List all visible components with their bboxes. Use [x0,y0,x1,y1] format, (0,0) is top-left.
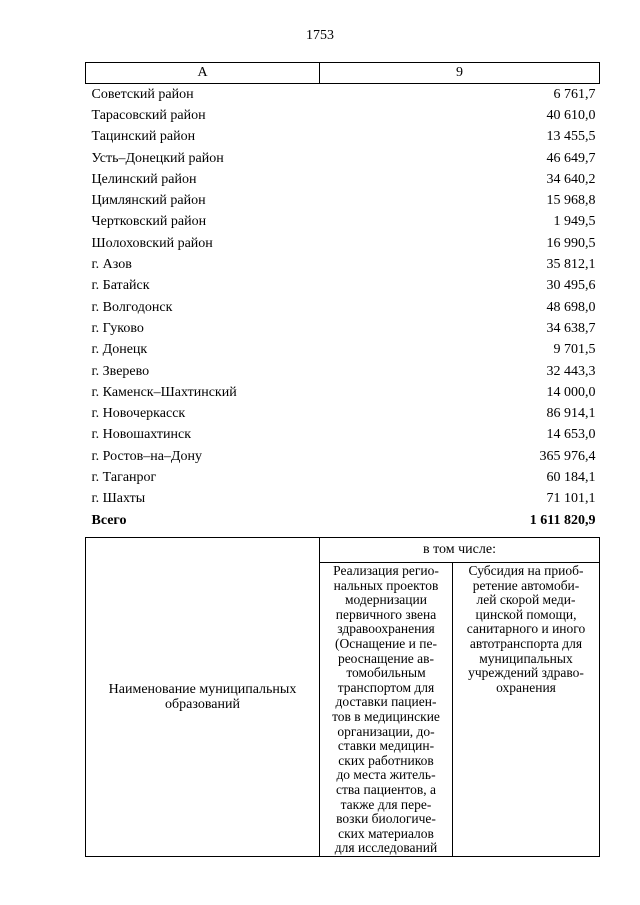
table-row [86,105,600,126]
header-line: учреждений здраво- [468,665,584,681]
table-row [86,297,600,318]
header-line: муниципальных [479,650,573,666]
header-line: томобильным [346,665,426,681]
amount-value: 34 638,7 [546,320,596,336]
header-line: первичного звена [335,606,437,622]
amount-value: 13 455,5 [546,129,596,145]
municipality-name: г. Каменск–Шахтинский [91,384,237,400]
table-row [86,446,600,467]
amount-value: 60 184,1 [546,469,596,485]
header-line: транспортом для [337,679,435,695]
table-row [86,467,600,488]
municipality-name: г. Таганрог [91,469,157,485]
municipality-name: г. Зверево [91,363,150,379]
table-row [86,233,600,254]
table-row [86,361,600,382]
municipality-name: Шолоховский район [91,235,213,251]
header-line: ских материалов [338,825,434,841]
header-line: доставки пациен- [335,694,437,710]
table-row [86,318,600,339]
table-row [86,212,600,233]
municipality-name: г. Азов [91,257,132,273]
table-row [86,148,600,169]
amount-value: 16 990,5 [546,235,596,251]
municipality-name: г. Гуково [91,320,144,336]
table-row [86,127,600,148]
header-line: модернизации [345,592,427,608]
header-line: для исследований [334,840,438,856]
header-line: ставки медицин- [337,738,435,754]
municipality-name: Тацинский район [91,129,196,145]
municipality-name: Тарасовский район [91,107,206,123]
amount-value: 30 495,6 [546,278,596,294]
table-row [86,190,600,211]
header-line: Реализация регио- [333,563,439,578]
amount-value: 14 000,0 [546,384,596,400]
header-line: образований [165,696,240,712]
header-line: возки биологиче- [336,811,436,827]
amount-value: 34 640,2 [546,171,596,187]
municipal-name-header [86,538,320,857]
municipality-name: Цимлянский район [91,193,206,209]
total-label: Всего [91,512,127,528]
amount-value: 15 968,8 [546,193,596,209]
municipality-name: Усть–Донецкий район [91,150,224,166]
header-line: до места житель- [336,767,436,783]
header-line: тов в медицинские [332,708,440,724]
amount-value: 14 653,0 [546,427,596,443]
header-line: реоснащение ав- [337,650,435,666]
amount-value: 32 443,3 [546,363,596,379]
header-line: Субсидия на приоб- [468,563,584,578]
municipality-name: г. Ростов–на–Дону [91,448,202,464]
header-line: Наименование муниципальных [108,681,297,697]
header-line: ретение автомоби- [472,577,580,593]
table-row [86,340,600,361]
table-row [86,425,600,446]
header-line: также для пере- [340,796,432,812]
header-line: ских работников [338,752,434,768]
header-line: организации, до- [337,723,435,739]
table-row [86,169,600,190]
amount-value: 6 761,7 [553,86,596,102]
municipality-name: Целинский район [91,171,197,187]
total-value: 1 611 820,9 [529,512,596,528]
header-table [85,537,600,857]
amount-value: 35 812,1 [546,257,596,273]
amount-value: 48 698,0 [546,299,596,315]
municipality-name: г. Донецк [91,342,148,358]
amount-value: 46 649,7 [546,150,596,166]
header-line: санитарного и иного [466,621,586,637]
table-row [86,276,600,297]
subsidy-header [453,563,600,857]
amount-value: 40 610,0 [546,107,596,123]
table-row [86,489,600,510]
table-row [86,403,600,424]
municipality-name: г. Новочеркасск [91,406,186,422]
including-header: в том числе: [320,538,600,563]
header-line: цинской помощи, [475,606,577,622]
regional-projects-header [320,563,453,857]
header-line: автотранспорта для [469,635,583,651]
municipality-name: г. Шахты [91,491,146,507]
header-line: лей скорой меди- [476,592,576,608]
header-line: (Оснащение и пе- [335,635,437,651]
municipality-name: Советский район [91,86,194,102]
municipality-name: г. Волгодонск [91,299,173,315]
municipality-name: Чертковский район [91,214,207,230]
column-header-a: А [86,63,320,84]
table-row [86,84,600,106]
table-header-row [86,63,600,84]
data-table [85,62,600,531]
amount-value: 365 976,4 [539,448,596,464]
amount-value: 1 949,5 [553,214,596,230]
header-line: охранения [496,679,556,695]
amount-value: 9 701,5 [553,342,596,358]
header-line: здравоохранения [337,621,435,637]
header-line: ства пациентов, а [336,781,436,797]
amount-value: 86 914,1 [546,406,596,422]
page-number: 1753 [306,28,334,43]
amount-value: 71 101,1 [546,491,596,507]
column-header-9: 9 [320,63,600,84]
table-row [86,382,600,403]
header-line: нальных проектов [333,577,439,593]
municipality-name: г. Новошахтинск [91,427,192,443]
table-row [86,254,600,275]
municipality-name: г. Батайск [91,278,150,294]
total-row [86,510,600,531]
